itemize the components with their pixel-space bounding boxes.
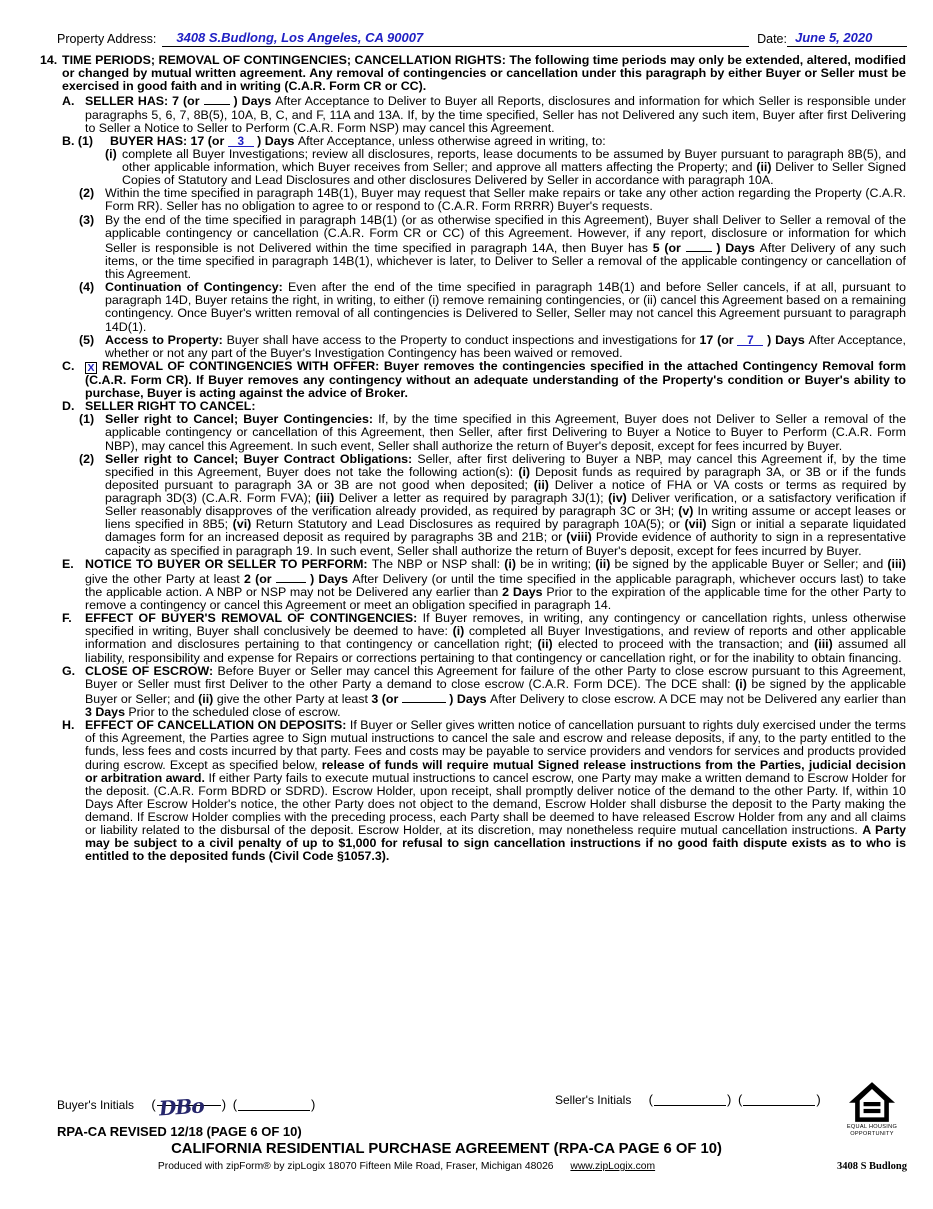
text-run: 2 (or xyxy=(243,571,276,586)
text-run: Continuation of Contingency: xyxy=(105,280,289,295)
date-value: June 5, 2020 xyxy=(795,30,873,45)
text-run: After Delivery (or until the time specified in the applicable paragraph, whichever occurs last) to take the applicable action. A NBP or NSP may not be Delivered any earlier than xyxy=(85,571,906,599)
text-run: ) Days xyxy=(253,133,298,148)
text-run: After Delivery of any such items, or the time specified in paragraph 14B(1), whichever is later, to Deliver to Seller a removal of the applicable contingency or cancellation of this Agreement. xyxy=(105,240,906,281)
section-14-body xyxy=(40,54,906,864)
text-run: Deliver to Seller Signed Copies of Statutory and Lead Disclosures and other disclosures Delivered by Seller in accordance with paragraph 10A. xyxy=(122,160,906,188)
paragraph-label-14-intro: 14. xyxy=(40,53,58,67)
ziplogix-link[interactable]: www.zipLogix.com xyxy=(570,1161,656,1172)
text-run: (v) xyxy=(678,504,698,519)
text-run: Buyer shall have access to the Property to conduct inspections and investigations for xyxy=(226,332,700,347)
text-run: CLOSE OF ESCROW: xyxy=(85,663,218,678)
paragraph-14B2 xyxy=(79,186,906,214)
paragraph-14G xyxy=(62,663,906,720)
text-run: (ii) xyxy=(595,556,615,571)
text-run: (ii) xyxy=(198,691,217,706)
eho-caption-line1: EQUAL HOUSING xyxy=(846,1124,898,1130)
buyers-initials-field-2[interactable] xyxy=(238,1097,310,1111)
paragraph-label-14C: C. xyxy=(62,358,75,373)
text-run: Deliver verification, or a satisfactory verification if Seller reasonably disapproves of the verification already provided, as required by paragraph 3C or 3H; xyxy=(105,491,907,519)
contingency-removal-checkbox[interactable]: X xyxy=(85,362,97,374)
paragraph-label-14H: H. xyxy=(62,718,75,733)
blank-field[interactable] xyxy=(686,240,712,252)
text-run: (i) xyxy=(518,464,536,479)
paragraph-label-14D2: (2) xyxy=(79,451,95,466)
sellers-initials-field-1[interactable] xyxy=(654,1092,726,1106)
paragraph-14B5 xyxy=(79,332,906,360)
paragraph-label-14G: G. xyxy=(62,663,76,678)
text-run: Return Statutory and Lead Disclosures as required by paragraph 10A(5); or xyxy=(255,517,685,532)
text-run: Seller right to Cancel; Buyer Contract Obligations: xyxy=(105,451,418,466)
text-run: give the other Party at least xyxy=(216,691,372,706)
paragraph-14H xyxy=(62,718,906,864)
page-header xyxy=(57,30,907,47)
text-run: complete all Buyer Investigations; review all disclosures, reports, lease documents to be assumed by Buyer pursuant to paragraph 8B(5), and other applicable information, which Buyer receives from Seller; and approve all matters affecting the Property; and xyxy=(122,146,906,174)
paren: ) xyxy=(816,1092,821,1107)
paragraph-14E xyxy=(62,556,906,613)
text-run: Deliver a notice of FHA or VA costs or terms as required by paragraph 3D(3) (C.A.R. Form FVA); xyxy=(105,477,906,505)
paren: ( xyxy=(738,1092,743,1107)
text-run: REMOVAL OF CONTINGENCIES WITH OFFER: Buyer removes the contingencies specified in the attached Contingency Removal form (C.A.R. Form CR). If Buyer removes any contingency without an adequate understanding of the Property's condition or Buyer's ability to purchase, Buyer is acting against the advice of Broker. xyxy=(85,358,906,400)
text-run: Provide evidence of authority to sign in a representative capacity as specified in paragraph 19. In such event, Seller shall authorize the return of Buyer's deposit, except for fees incurred by Buyer. xyxy=(105,530,906,558)
text-run: be signed by the applicable Buyer or Seller; and xyxy=(614,556,888,571)
property-address-field[interactable] xyxy=(162,30,749,47)
text-run: Sign or initial a separate liquidated damages form for an increased deposit as required by paragraphs 3B and 21B; or xyxy=(105,517,906,545)
paragraph-14B1i xyxy=(105,146,906,188)
initials-row xyxy=(57,1088,907,1121)
text-run: (i) xyxy=(735,676,752,691)
property-address-label: Property Address: xyxy=(57,32,157,46)
date-field[interactable] xyxy=(787,30,907,47)
paragraph-label-14B2: (2) xyxy=(79,186,95,201)
text-run: 5 (or xyxy=(652,240,686,255)
text-run: 3 (or xyxy=(371,691,402,706)
text-run: After Delivery to close escrow. A DCE may not be Delivered any earlier than xyxy=(490,691,906,706)
paragraph-14D1 xyxy=(79,412,906,453)
filled-blank-field[interactable]: 3 xyxy=(228,135,254,147)
text-run: (iii) xyxy=(887,556,906,571)
paragraph-label-14B3: (3) xyxy=(79,212,95,227)
paragraph-label-14B4: (4) xyxy=(79,280,95,295)
paragraph-label-14B5: (5) xyxy=(79,332,95,347)
paragraph-label-14A: A. xyxy=(62,94,75,109)
text-run: give the other Party at least xyxy=(85,571,244,586)
text-run: EFFECT OF CANCELLATION ON DEPOSITS: xyxy=(85,718,350,733)
text-run: elected to proceed with the transaction; and xyxy=(557,637,815,652)
text-run: release of funds will require mutual Signed release instructions from the Parties, judicial decision or arbitration award. xyxy=(85,757,906,785)
paragraph-14B4 xyxy=(79,280,906,334)
text-run: Prior to the scheduled close of escrow. xyxy=(128,705,341,719)
text-run: A Party may be subject to a civil penalty of up to $1,000 for refusal to sign cancellation instructions if no good faith dispute exists as to who is entitled to the deposited funds (Civil Code §1057.3). xyxy=(85,823,906,864)
text-run: In writing assume or accept leases or liens specified in 8B5; xyxy=(105,504,906,532)
text-run: If, by the time specified in this Agreement, Buyer does not Deliver to Seller a removal of the applicable contingency or cancellation of this Agreement, then Seller, after first Delivering to Buyer a Notice to Buyer to Perform (C.A.R. Form NBP), may cancel this Agreement. In such event, Seller shall authorize the return of Buyer's deposit, except for fees incurred by Buyer. xyxy=(105,412,906,453)
text-run: The NBP or NSP shall: xyxy=(371,556,505,571)
paragraph-label-14B1: B. (1) xyxy=(62,133,93,148)
paren: ) xyxy=(727,1092,732,1107)
text-run: Deposit funds as required by paragraph 3A, or 3B or if the funds deposited pursuant to paragraph 3A or 3B are not good when deposited; xyxy=(105,464,907,492)
text-run: Prior to the expiration of the applicable time for the other Party to remove a contingency or cancel this Agreement or meet an obligation specified in paragraph 14. xyxy=(85,584,906,612)
buyers-initials-label: Buyer's Initials xyxy=(57,1098,134,1112)
text-run: If either Party fails to execute mutual instructions to cancel escrow, one Party may make a written demand to Escrow Holder for the deposit. (C.A.R. Form BDRD or SDRD). Escrow Holder, upon receipt, shall promptly deliver notice of the demand to the other Party. If, within 10 Days After Escrow Holder's notice, the other Party does not object to the demand, Escrow Holder shall disburse the deposit to the Party making the demand. If Escrow Holder complies with the preceding process, each Party shall be deemed to have released Escrow Holder from any and all claims or liability related to the disbursal of the deposit. Escrow Holder, at its discretion, may nonetheless require mutual cancellation instructions. xyxy=(85,770,906,838)
text-run: (iii) xyxy=(315,491,339,505)
equal-housing-logo xyxy=(841,1082,903,1137)
date-label: Date: xyxy=(757,32,787,46)
text-run: After Acceptance, whether or not any part of the Buyer's Investigation Contingency has been waived or removed. xyxy=(105,332,906,360)
equal-housing-caption xyxy=(841,1124,903,1137)
form-revision: RPA-CA REVISED 12/18 (PAGE 6 OF 10) xyxy=(57,1124,302,1139)
text-run: TIME PERIODS; REMOVAL OF CONTINGENCIES; CANCELLATION RIGHTS: The following time periods may only be extended, altered, modified or changed by mutual written agreement. Any removal of contingencies or cancellation under this paragraph by either Buyer or Seller must be exercised in good faith and in writing (C.A.R. Form CR or CC). xyxy=(62,53,906,94)
sellers-initials-block xyxy=(555,1092,821,1107)
paragraph-14-intro xyxy=(40,53,906,94)
paren: ( xyxy=(151,1097,156,1112)
text-run: (ii) xyxy=(756,160,776,174)
text-run: EFFECT OF BUYER'S REMOVAL OF CONTINGENCIES: xyxy=(85,611,423,626)
eho-caption-line2: OPPORTUNITY xyxy=(850,1130,894,1137)
file-reference: 3408 S Budlong xyxy=(836,1161,907,1172)
text-run: (iv) xyxy=(608,491,632,505)
paragraph-label-14D1: (1) xyxy=(79,412,95,427)
text-run: If Buyer removes, in writing, any contingency or cancellation rights, unless otherwise specified in writing, Buyer shall conclusively be deemed to have: xyxy=(85,611,906,639)
sellers-initials-label: Seller's Initials xyxy=(555,1093,632,1107)
paren: ) xyxy=(221,1097,227,1112)
text-run: (vi) xyxy=(232,517,256,532)
text-run: Before Buyer or Seller may cancel this Agreement for failure of the other Party to close escrow pursuant to this Agreement, Buyer or Seller must first Deliver to the other Party a demand to close escrow (C.A.R. Form DCE). The DCE shall: xyxy=(85,663,906,691)
text-run: (ii) xyxy=(533,477,555,492)
blank-field[interactable] xyxy=(402,691,446,703)
text-run: After Acceptance, unless otherwise agreed in writing, to: xyxy=(297,133,606,148)
text-run: If Buyer or Seller gives written notice of cancellation pursuant to rights duly exercised under the terms of this Agreement, the Parties agree to Sign mutual instructions to cancel the sale and escrow and release deposits, if any, to the party entitled to the funds, less fees and costs incurred by that party. Fees and costs may be payable to service providers and vendors for services and products provided during escrow. Except as specified below, xyxy=(85,718,906,772)
buyers-initials-field-1[interactable] xyxy=(157,1092,221,1121)
text-run: assumed all liability, responsibility and expense for Repairs or corrections pertaining to that contingency or cancellation right, or for the inability to obtain financing. xyxy=(85,637,907,665)
text-run: Seller, after first delivering to Buyer a NBP, may cancel this Agreement if, by the time specified in this Agreement, Buyer does not take the following action(s): xyxy=(105,451,906,479)
text-run: 2 Days xyxy=(502,584,547,599)
form-title: CALIFORNIA RESIDENTIAL PURCHASE AGREEMENT (RPA-CA PAGE 6 OF 10) xyxy=(171,1141,722,1157)
text-run: Even after the end of the time specified in paragraph 14B(1) and before Seller cancels, if at all, pursuant to paragraph 14D, Buyer retains the right, in writing, to either (i) remove remaining contingencies, or (ii) cancel this Agreement based on a remaining contingency. Once Buyer's written removal of all contingencies is Delivered to Seller, Seller may not cancel this Agreement pursuant to paragraph 14D(1). xyxy=(105,280,906,334)
text-run: ) Days xyxy=(763,332,809,347)
paragraph-label-14F: F. xyxy=(62,611,72,626)
text-run: NOTICE TO BUYER OR SELLER TO PERFORM: xyxy=(85,556,372,571)
text-run: (i) xyxy=(504,556,521,571)
paragraph-label-14B1i: (i) xyxy=(105,146,117,161)
paragraph-14F xyxy=(62,611,907,665)
equal-housing-house-icon xyxy=(849,1082,895,1122)
property-address-value: 3408 S.Budlong, Los Angeles, CA 90007 xyxy=(176,30,424,45)
text-run: be in writing; xyxy=(520,556,596,571)
text-run: 3 Days xyxy=(85,705,129,719)
filled-blank-field[interactable]: 7 xyxy=(737,334,763,346)
paragraph-14C xyxy=(62,358,906,400)
text-run: SELLER HAS: 7 (or xyxy=(85,94,204,109)
text-run: (viii) xyxy=(566,530,596,545)
text-run: ) Days xyxy=(445,691,491,706)
blank-field[interactable] xyxy=(204,93,230,105)
produced-by-line xyxy=(0,1161,813,1172)
text-run: (ii) xyxy=(537,637,558,652)
paren: ( xyxy=(648,1092,654,1107)
text-run: 17 (or xyxy=(699,332,738,347)
text-run: be signed by the applicable Buyer or Seller; and xyxy=(85,676,906,706)
text-run: Seller right to Cancel; Buyer Contingencies: xyxy=(105,412,379,427)
text-run: ) Days xyxy=(711,240,760,255)
text-run: ) Days xyxy=(305,571,353,586)
text-run: ) Days xyxy=(229,94,276,109)
paragraph-14A xyxy=(62,93,907,135)
sellers-initials-field-2[interactable] xyxy=(743,1092,815,1106)
paragraph-label-14E: E. xyxy=(62,556,74,571)
text-run: SELLER RIGHT TO CANCEL: xyxy=(85,399,256,414)
blank-field[interactable] xyxy=(276,571,306,583)
paragraph-14D2 xyxy=(79,451,907,558)
buyer-initials-signature: DBo xyxy=(157,1093,205,1121)
paragraph-14B3 xyxy=(79,212,906,282)
buyers-initials-block xyxy=(57,1092,316,1121)
text-run: Within the time specified in paragraph 14B(1), Buyer may request that Seller make repairs or take any other action regarding the Property (C.A.R. Form RR). Seller has no obligation to agree to or respond to (C.A.R. Form RRRR) Buyer's requests. xyxy=(105,186,906,214)
text-run: By the end of the time specified in paragraph 14B(1) (or as otherwise specified in this Agreement), Buyer shall Deliver to Seller a removal of the applicable contingency or cancellation (C.A.R. Form CR or CC) of this Agreement. However, if any report, disclosure or information for which Seller is responsible is not Delivered within the time specified in paragraph 14A, then Buyer has xyxy=(105,212,906,255)
paragraph-label-14D: D. xyxy=(62,399,75,414)
paren: ) xyxy=(311,1097,316,1112)
text-run: (i) xyxy=(452,624,469,639)
text-run: completed all Buyer Investigations, and review of reports and other applicable information and disclosures pertaining to that contingency or cancellation right; xyxy=(85,624,907,652)
paren: ( xyxy=(232,1097,238,1112)
text-run: Deliver a letter as required by paragraph 3J(1); xyxy=(338,491,609,505)
text-run: (vii) xyxy=(684,517,712,532)
text-run: BUYER HAS: 17 (or xyxy=(110,133,228,148)
produced-by-text: Produced with zipForm® by zipLogix 18070 Fifteen Mile Road, Fraser, Michigan 48026 xyxy=(157,1161,554,1172)
text-run: (iii) xyxy=(814,637,839,652)
text-run: After Acceptance to Deliver to Buyer all Reports, disclosures and information for which Seller is responsible under paragraphs 5, 6, 7, 8B(5), 10A, B, C, and F, 11A and 13A. If, by the time specified, Seller has not Delivered any such item, Buyer after first Delivering to Seller a Notice to Seller to Perform (C.A.R. Form NSP) may cancel this Agreement. xyxy=(85,94,907,135)
text-run: Access to Property: xyxy=(105,332,227,347)
